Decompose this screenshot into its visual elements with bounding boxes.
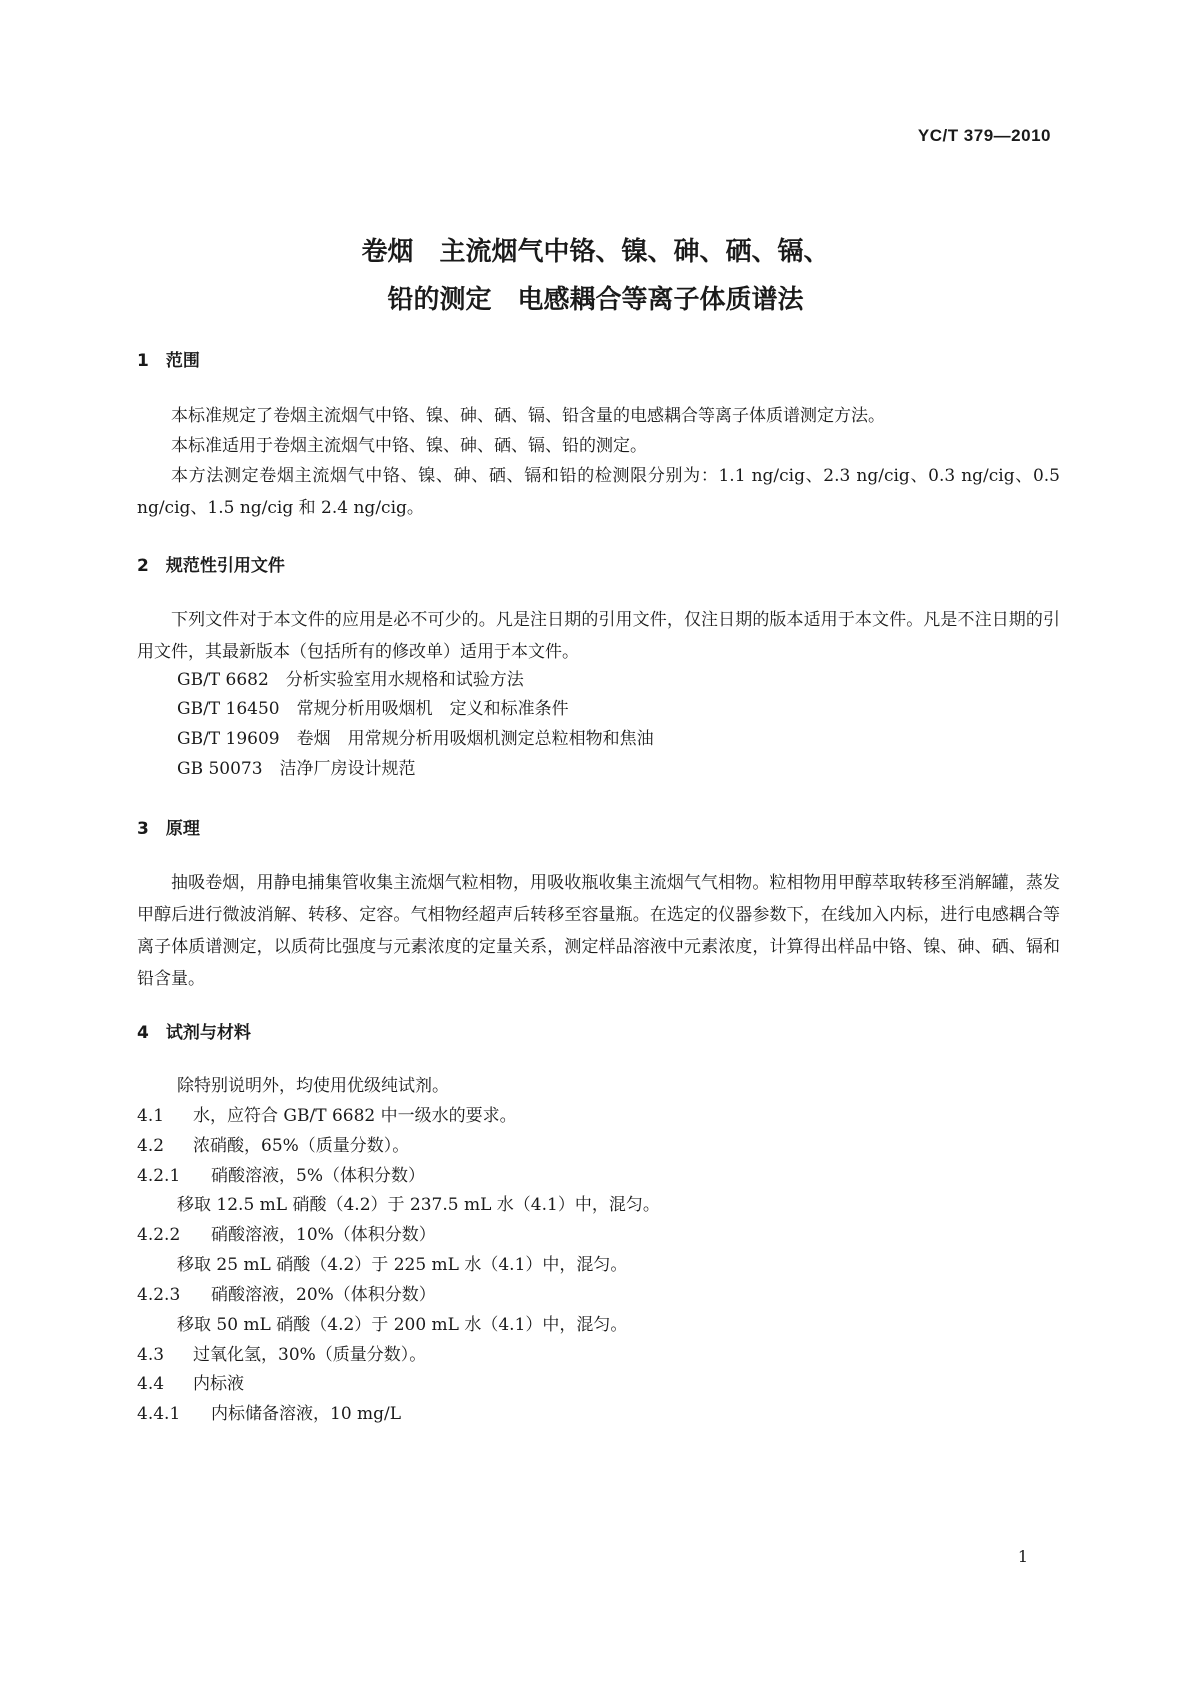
page-number: 1	[1017, 1547, 1028, 1566]
section-1-paragraph-1: 本标准规定了卷烟主流烟气中铬、镍、砷、硒、镉、铅含量的电感耦合等离子体质谱测定方法。	[171, 406, 885, 426]
clause-number: 4.2	[137, 1136, 165, 1156]
clause-text: 硝酸溶液，5%（体积分数）	[211, 1166, 425, 1186]
clause-text: 硝酸溶液，10%（体积分数）	[211, 1225, 436, 1245]
clause-text: 浓硝酸，65%（质量分数）。	[193, 1136, 410, 1156]
clause-number: 4.4	[137, 1374, 165, 1394]
clause-text: 移取 50 mL 硝酸（4.2）于 200 mL 水（4.1）中，混匀。	[177, 1315, 628, 1335]
page-title	[0, 228, 1191, 324]
clause-number: 4.2.3	[137, 1285, 181, 1305]
clause-text: 过氧化氢，30%（质量分数）。	[193, 1345, 427, 1365]
section-2-paragraph-1: 下列文件对于本文件的应用是必不可少的。凡是注日期的引用文件，仅注日期的版本适用于本文件。凡是不注日期的引用文件，其最新版本（包括所有的修改单）适用于本文件。	[137, 610, 1060, 662]
document-code: YC/T 379—2010	[917, 126, 1051, 145]
title-line-2: 铅的测定 电感耦合等离子体质谱法	[387, 285, 804, 315]
section-3-paragraph-1: 抽吸卷烟，用静电捕集管收集主流烟气粒相物，用吸收瓶收集主流烟气气相物。粒相物用甲醇萃取转移至消解罐，蒸发甲醇后进行微波消解、转移、定容。气相物经超声后转移至容量瓶。在选定的仪器参数下，在线加入内标，进行电感耦合等离子体质谱测定，以质荷比强度与元素浓度的定量关系，测定样品溶液中元素浓度，计算得出样品中铬、镍、砷、硒、镉和铅含量。	[137, 873, 1060, 989]
clause-text: 移取 12.5 mL 硝酸（4.2）于 237.5 mL 水（4.1）中，混匀。	[177, 1195, 660, 1215]
section-4-intro: 除特别说明外，均使用优级纯试剂。	[177, 1076, 449, 1096]
clause-text: 内标储备溶液，10 mg/L	[211, 1404, 402, 1424]
reference-item: GB/T 6682 分析实验室用水规格和试验方法	[177, 670, 524, 690]
clause-number: 4.2.1	[137, 1166, 181, 1186]
clause-text: 移取 25 mL 硝酸（4.2）于 225 mL 水（4.1）中，混匀。	[177, 1255, 628, 1275]
section-1-paragraph-2: 本标准适用于卷烟主流烟气中铬、镍、砷、硒、镉、铅的测定。	[171, 436, 647, 456]
section-1-heading: 1 范围	[137, 351, 200, 371]
clause-text: 水，应符合 GB/T 6682 中一级水的要求。	[193, 1106, 517, 1126]
section-3-heading: 3 原理	[137, 819, 200, 839]
clause-number: 4.3	[137, 1345, 165, 1365]
section-4-heading: 4 试剂与材料	[137, 1023, 251, 1043]
section-1-paragraph-3: 本方法测定卷烟主流烟气中铬、镍、砷、硒、镉和铅的检测限分别为：1.1 ng/cig、2.3 ng/cig、0.3 ng/cig、0.5 ng/cig、1.5 ng/cig 和 2.4 ng/cig。	[137, 466, 1060, 518]
clause-number: 4.4.1	[137, 1404, 181, 1424]
clause-number: 4.2.2	[137, 1225, 181, 1245]
clause-number: 4.1	[137, 1106, 165, 1126]
title-line-1: 卷烟 主流烟气中铬、镍、砷、硒、镉、	[361, 237, 830, 267]
reference-item: GB/T 16450 常规分析用吸烟机 定义和标准条件	[177, 699, 569, 719]
reference-item: GB 50073 洁净厂房设计规范	[177, 759, 416, 779]
reference-item: GB/T 19609 卷烟 用常规分析用吸烟机测定总粒相物和焦油	[177, 729, 654, 749]
clause-text: 硝酸溶液，20%（体积分数）	[211, 1285, 436, 1305]
section-2-heading: 2 规范性引用文件	[137, 556, 285, 576]
clause-text: 内标液	[193, 1374, 244, 1394]
